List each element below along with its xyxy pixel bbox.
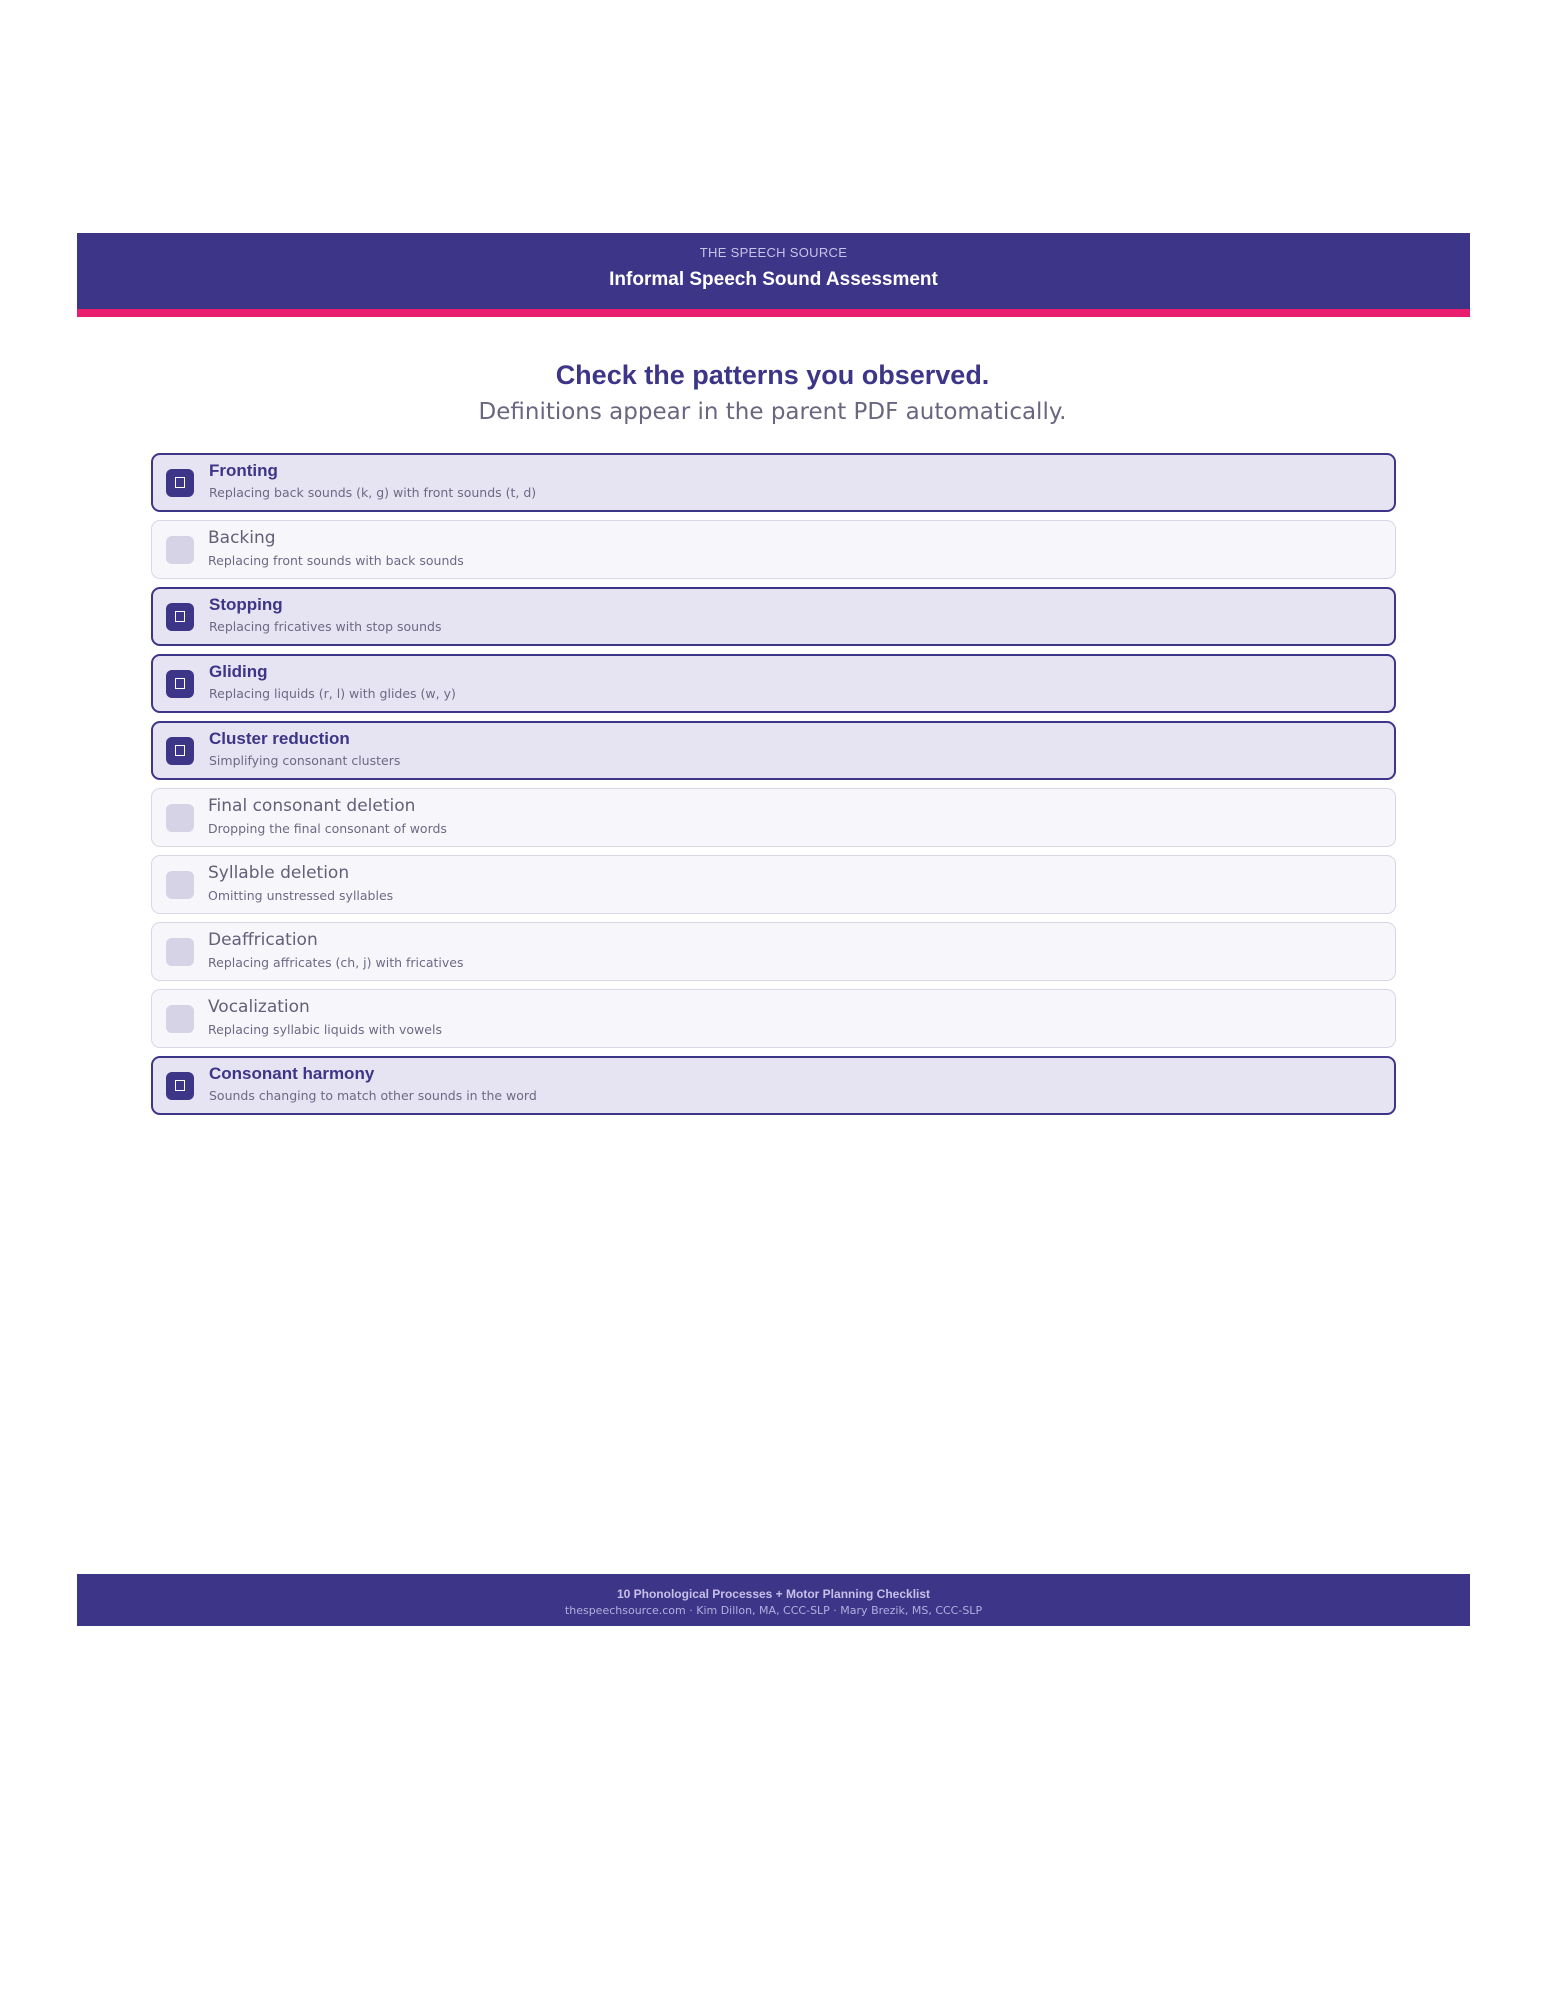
check-mark-icon bbox=[175, 611, 185, 622]
item-label: Gliding bbox=[209, 662, 268, 681]
item-description: Replacing syllabic liquids with vowels bbox=[208, 1022, 442, 1037]
item-description: Replacing liquids (r, l) with glides (w, y) bbox=[209, 686, 456, 701]
item-label: Backing bbox=[208, 528, 276, 548]
checkbox-empty-icon[interactable] bbox=[166, 804, 194, 832]
item-label: Syllable deletion bbox=[208, 863, 350, 883]
checkbox-empty-icon[interactable] bbox=[166, 938, 194, 966]
checklist-item-gliding[interactable] bbox=[151, 654, 1396, 713]
check-mark-icon bbox=[175, 678, 185, 689]
checklist-item-backing[interactable] bbox=[151, 520, 1396, 579]
header-accent-bar bbox=[77, 309, 1470, 317]
checkbox-checked-icon[interactable] bbox=[166, 1072, 194, 1100]
item-description: Replacing affricates (ch, j) with fricatives bbox=[208, 955, 464, 970]
item-label: Stopping bbox=[209, 595, 283, 614]
checkbox-checked-icon[interactable] bbox=[166, 603, 194, 631]
item-description: Omitting unstressed syllables bbox=[208, 888, 394, 903]
checkbox-empty-icon[interactable] bbox=[166, 536, 194, 564]
item-description: Replacing front sounds with back sounds bbox=[208, 553, 464, 568]
checklist-item-vocalization[interactable] bbox=[151, 989, 1396, 1048]
item-description: Simplifying consonant clusters bbox=[209, 753, 401, 768]
process-checklist bbox=[151, 453, 1396, 1123]
item-description: Replacing fricatives with stop sounds bbox=[209, 619, 442, 634]
item-label: Cluster reduction bbox=[209, 729, 350, 748]
check-mark-icon bbox=[175, 745, 185, 756]
check-mark-icon bbox=[175, 477, 185, 488]
item-label: Vocalization bbox=[208, 997, 310, 1017]
header-banner bbox=[77, 233, 1470, 309]
checklist-item-cluster-reduction[interactable] bbox=[151, 721, 1396, 780]
footer-credits: thespeechsource.com · Kim Dillon, MA, CCC-SLP · Mary Brezik, MS, CCC-SLP bbox=[564, 1604, 983, 1617]
item-label: Consonant harmony bbox=[209, 1064, 375, 1083]
item-label: Final consonant deletion bbox=[208, 796, 416, 816]
checkbox-checked-icon[interactable] bbox=[166, 737, 194, 765]
item-description: Replacing back sounds (k, g) with front sounds (t, d) bbox=[209, 485, 537, 500]
checkbox-empty-icon[interactable] bbox=[166, 871, 194, 899]
checklist-item-fronting[interactable] bbox=[151, 453, 1396, 512]
item-label: Fronting bbox=[209, 461, 278, 480]
page-title: Informal Speech Sound Assessment bbox=[609, 269, 938, 290]
checkbox-checked-icon[interactable] bbox=[166, 469, 194, 497]
check-mark-icon bbox=[175, 1080, 185, 1091]
item-description: Dropping the final consonant of words bbox=[208, 821, 447, 836]
checklist-item-syllable-deletion[interactable] bbox=[151, 855, 1396, 914]
item-label: Deaffrication bbox=[208, 930, 318, 950]
brand-name: THE SPEECH SOURCE bbox=[699, 245, 848, 260]
checklist-item-final-consonant-deletion[interactable] bbox=[151, 788, 1396, 847]
checkbox-checked-icon[interactable] bbox=[166, 670, 194, 698]
checkbox-empty-icon[interactable] bbox=[166, 1005, 194, 1033]
checklist-item-deaffrication[interactable] bbox=[151, 922, 1396, 981]
instructions-subheading: Definitions appear in the parent PDF automatically. bbox=[478, 399, 1067, 425]
instructions-heading: Check the patterns you observed. bbox=[555, 360, 990, 390]
footer-banner bbox=[77, 1574, 1470, 1626]
checklist-item-consonant-harmony[interactable] bbox=[151, 1056, 1396, 1115]
item-description: Sounds changing to match other sounds in the word bbox=[209, 1088, 537, 1103]
checklist-item-stopping[interactable] bbox=[151, 587, 1396, 646]
footer-title: 10 Phonological Processes + Motor Planning Checklist bbox=[616, 1587, 931, 1601]
